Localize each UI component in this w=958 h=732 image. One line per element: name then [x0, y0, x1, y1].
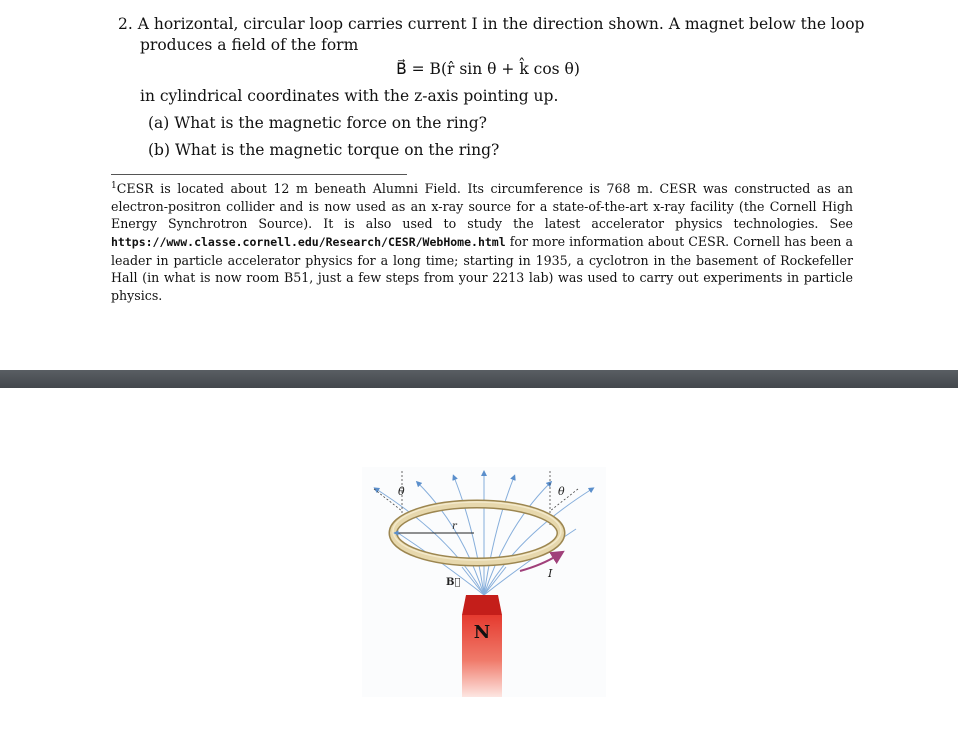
- problem-2: [118, 14, 865, 161]
- problem-text-line-2: produces a field of the form: [140, 36, 359, 54]
- part-b-question: (b) What is the magnetic torque on the ring?: [148, 141, 500, 159]
- problem-line-1: [118, 14, 865, 35]
- footnote-divider: [111, 174, 407, 175]
- footnote-text-end: for more information about CESR. Cornell has been a leader in particle accelerator physics for a long time; starting in 1935, a cyclotron in the basement of Rockefeller Hall (in what is now room B51, just a few steps from your 2213 lab) was used to carry out experiments in particle physics.: [111, 233, 853, 303]
- north-pole-label: N: [473, 622, 491, 643]
- theta-right-label: θ: [558, 485, 565, 498]
- field-label: B⃗: [446, 577, 461, 588]
- figure-svg: [362, 467, 606, 697]
- problem-text-line-1: A horizontal, circular loop carries current I in the direction shown. A magnet below the loop: [137, 15, 865, 33]
- footnote: [111, 178, 853, 304]
- bar-magnet: [462, 595, 502, 697]
- radius-label: r: [452, 521, 457, 532]
- current-label: I: [548, 567, 553, 580]
- field-equation: B⃗ = B(r̂ sin θ + k̂ cos θ): [396, 60, 580, 78]
- footnote-marker: 1: [111, 181, 117, 191]
- theta-left-label: θ: [398, 485, 405, 498]
- loop-magnet-figure: [362, 467, 606, 697]
- problem-text-line-3: in cylindrical coordinates with the z-axis pointing up.: [140, 87, 559, 105]
- part-a-question: (a) What is the magnetic force on the ring?: [148, 114, 487, 132]
- footnote-url-link[interactable]: https://www.classe.cornell.edu/Research/CESR/WebHome.html: [111, 234, 506, 249]
- footnote-text-start: CESR is located about 12 m beneath Alumni Field. Its circumference is 768 m. CESR was constructed as an electron-positron collider and is now used as an x-ray source for a state-of-the-art x-ray facility (the Cornell High Energy Synchrotron Source). It is also used to study the latest accelerator physics technologies. See: [111, 181, 853, 232]
- problem-number: 2.: [118, 15, 133, 33]
- viewer-page-separator: [0, 370, 958, 388]
